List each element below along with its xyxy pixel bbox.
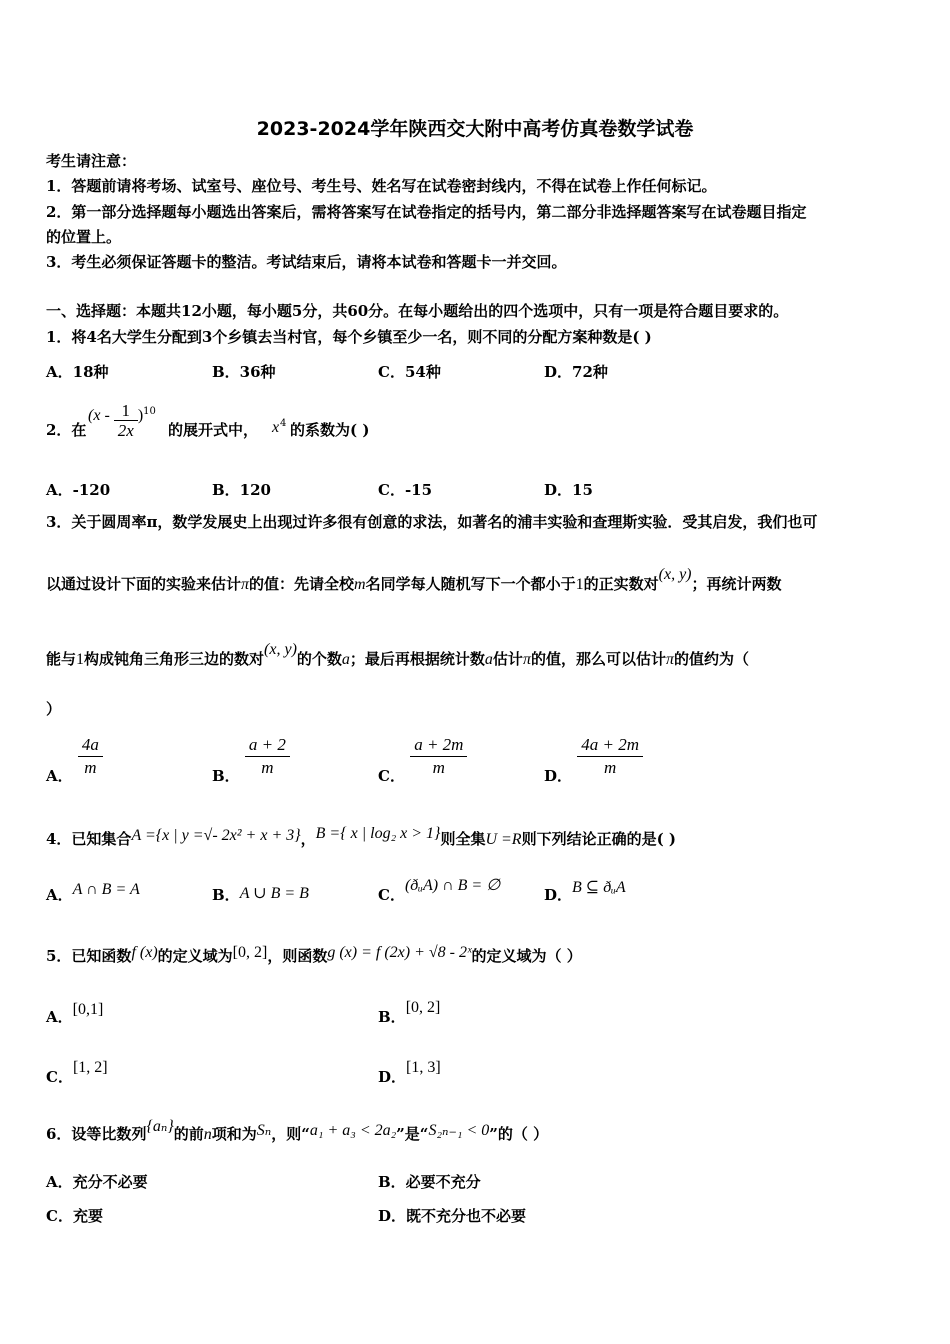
q5-prefix: 5．已知函数 bbox=[46, 947, 132, 965]
q1-option-b[interactable]: B．36种 bbox=[212, 363, 276, 381]
q3-option-d[interactable] bbox=[544, 734, 643, 785]
q2-expression: (x - $\frac{1}{2x}$ )$^{10}$ bbox=[88, 401, 156, 440]
q2-option-b[interactable]: B．120 bbox=[212, 481, 271, 499]
q5-d-label: D． bbox=[378, 1068, 407, 1086]
q3-d-num: 4a + 2m bbox=[581, 735, 639, 754]
q6-mid4: ”是“ bbox=[396, 1125, 429, 1143]
q3-d-label: D． bbox=[544, 766, 573, 785]
question-3-line-4: ） bbox=[46, 700, 62, 718]
q3-c-den: m bbox=[410, 756, 467, 779]
q1-option-a[interactable]: A．18种 bbox=[46, 363, 109, 381]
q3-option-c[interactable] bbox=[378, 734, 467, 785]
q3-a: a bbox=[341, 651, 350, 668]
q6-mid3: ，则“ bbox=[271, 1125, 310, 1143]
q2-frac-den: 2x bbox=[114, 420, 138, 441]
q5-f: f (x) bbox=[131, 944, 158, 961]
q5-b-expr: [0, 2] bbox=[405, 999, 441, 1016]
q2-term-power: 4 bbox=[280, 418, 287, 429]
q3-l2-a: 以通过设计下面的实验来估计 bbox=[46, 575, 242, 593]
q3-b-den: m bbox=[245, 756, 290, 779]
question-6-stem bbox=[46, 1118, 549, 1145]
q6-seq: {aₙ} bbox=[146, 1118, 174, 1135]
q5-option-d[interactable] bbox=[378, 1059, 441, 1087]
q5-suffix: 的定义域为（ ） bbox=[471, 947, 582, 965]
q3-l3-c: 的个数 bbox=[296, 650, 342, 668]
q2-suffix: 的系数为( ) bbox=[290, 421, 370, 439]
q3-b-label: B． bbox=[212, 766, 240, 785]
q5-a-expr: [0,1] bbox=[72, 1001, 104, 1018]
q5-c-label: C． bbox=[46, 1068, 73, 1086]
q3-pi-2: π bbox=[522, 651, 531, 668]
q6-prefix: 6．设等比数列 bbox=[46, 1125, 147, 1143]
q2-minus: - bbox=[100, 407, 114, 424]
q2-prefix: 2．在 bbox=[46, 421, 87, 439]
q3-l3-d: ；最后再根据统计数 bbox=[349, 650, 485, 668]
q3-b-num: a + 2 bbox=[248, 735, 286, 754]
question-1-stem: 1．将4名大学生分配到3个乡镇去当村官，每个乡镇至少一名，则不同的分配方案种数是( ) bbox=[46, 328, 652, 346]
q3-pi-3: π bbox=[665, 651, 674, 668]
q3-l3-a: 能与 bbox=[46, 650, 77, 668]
q4-c-label: C． bbox=[378, 886, 405, 904]
q3-option-a[interactable] bbox=[46, 734, 103, 785]
q3-one: 1 bbox=[575, 576, 584, 593]
q3-l2-d: 的正实数对 bbox=[583, 575, 659, 593]
q3-a-num: 4a bbox=[81, 735, 99, 754]
q6-option-d[interactable]: D．既不充分也不必要 bbox=[378, 1207, 527, 1225]
q2-option-c[interactable]: C．-15 bbox=[378, 481, 433, 499]
q2-term: x bbox=[272, 419, 280, 436]
page-title: 2023-2024学年陕西交大附中高考仿真卷数学试卷 bbox=[256, 118, 694, 140]
q4-a-label: A． bbox=[46, 886, 73, 904]
notice-item-2: 2．第一部分选择题每小题选出答案后，需将答案写在试卷指定的括号内，第二部分非选择题答案写在试卷题目指定 bbox=[46, 203, 807, 221]
q4-d-expr: B ⊆ ðᵤA bbox=[572, 879, 626, 896]
q3-d-den: m bbox=[577, 756, 643, 779]
q4-universal: U =R bbox=[485, 831, 522, 848]
q1-option-c[interactable]: C．54种 bbox=[378, 363, 441, 381]
q1-option-d[interactable]: D．72种 bbox=[544, 363, 608, 381]
q3-a-label: A． bbox=[46, 766, 73, 785]
q4-prefix: 4．已知集合 bbox=[46, 830, 132, 848]
q5-d-expr: [1, 3] bbox=[406, 1059, 441, 1076]
q2-frac-num: 1 bbox=[121, 401, 131, 420]
q6-option-a[interactable]: A．充分不必要 bbox=[46, 1173, 148, 1191]
section-heading: 一、选择题：本题共12小题，每小题5分，共60分。在每小题给出的四个选项中，只有一项是符合题目要求的。 bbox=[46, 302, 789, 320]
q6-s: Sₙ bbox=[256, 1122, 272, 1139]
q2-mid: 的展开式中， bbox=[168, 421, 259, 439]
q4-d-label: D． bbox=[544, 886, 573, 904]
q5-option-b[interactable] bbox=[378, 999, 441, 1027]
q5-a-label: A． bbox=[46, 1008, 73, 1026]
q4-b-expr: A ∪ B = B bbox=[239, 885, 309, 902]
q5-option-a[interactable] bbox=[46, 1001, 104, 1027]
question-4-stem bbox=[46, 825, 676, 850]
q3-l3-e: 估计 bbox=[492, 650, 523, 668]
q5-c-expr: [1, 2] bbox=[72, 1059, 108, 1076]
q3-one-2: 1 bbox=[76, 651, 85, 668]
q5-b-label: B． bbox=[378, 1008, 406, 1026]
q5-mid2: ，则函数 bbox=[267, 947, 328, 965]
q5-domain: [0, 2] bbox=[232, 944, 268, 961]
q6-option-c[interactable]: C．充要 bbox=[46, 1207, 103, 1225]
q4-set-b: B ={ x | log₂ x > 1} bbox=[315, 825, 441, 842]
q3-l3-f: 的值，那么可以估计 bbox=[530, 650, 666, 668]
q4-comma: ， bbox=[300, 830, 316, 848]
q3-a-2: a bbox=[484, 651, 493, 668]
q4-option-a[interactable] bbox=[46, 881, 140, 905]
q4-option-b[interactable] bbox=[212, 884, 309, 905]
q3-option-b[interactable] bbox=[212, 734, 290, 785]
q6-mid2: 项和为 bbox=[211, 1125, 257, 1143]
q5-option-c[interactable] bbox=[46, 1059, 108, 1087]
q5-g: g (x) = f (2x) + √8 - 2ˣ bbox=[327, 944, 472, 961]
q6-n: n bbox=[203, 1126, 212, 1143]
notice-item-3: 3．考生必须保证答题卡的整洁。考试结束后，请将本试卷和答题卡一并交回。 bbox=[46, 253, 567, 271]
q3-a-den: m bbox=[78, 756, 103, 779]
q4-suffix: 则下列结论正确的是( ) bbox=[521, 830, 676, 848]
q6-option-b[interactable]: B．必要不充分 bbox=[378, 1173, 481, 1191]
q2-option-d[interactable]: D．15 bbox=[544, 481, 593, 499]
question-3-line-1: 3．关于圆周率π，数学发展史上出现过许多很有创意的求法，如著名的浦丰实验和查理斯实验．受其启发，我们也可 bbox=[46, 513, 818, 531]
question-5-stem bbox=[46, 946, 582, 967]
q4-a-expr: A ∩ B = A bbox=[72, 881, 140, 898]
q2-option-a[interactable]: A．-120 bbox=[46, 481, 111, 499]
q6-suffix: ”的（ ） bbox=[489, 1125, 549, 1143]
question-3-line-2 bbox=[46, 566, 782, 595]
q3-pi: π bbox=[241, 576, 250, 593]
notice-item-1: 1．答题前请将考场、试室号、座位号、考生号、姓名写在试卷密封线内，不得在试卷上作任何标记。 bbox=[46, 177, 717, 195]
q3-pair: (x, y) bbox=[658, 566, 692, 583]
q3-l3-g: 的值约为（ bbox=[673, 650, 749, 668]
q5-mid1: 的定义域为 bbox=[157, 947, 233, 965]
q3-pair-2: (x, y) bbox=[264, 641, 297, 658]
q3-m: m bbox=[354, 576, 366, 593]
q3-c-label: C． bbox=[378, 766, 405, 785]
notice-item-2-cont: 的位置上。 bbox=[46, 228, 122, 246]
q3-l2-c: 名同学每人随机写下一个都小于 bbox=[365, 575, 576, 593]
question-3-line-3 bbox=[46, 641, 749, 670]
notice-heading: 考生请注意： bbox=[46, 152, 137, 170]
q6-cond2: S₂ₙ₋₁ < 0 bbox=[428, 1122, 490, 1139]
q2-power: 10 bbox=[143, 406, 156, 417]
q3-c-num: a + 2m bbox=[414, 735, 464, 754]
q4-b-label: B． bbox=[212, 886, 240, 904]
q2-x: x bbox=[93, 407, 101, 424]
q6-cond1: a₁ + a₃ < 2a₂ bbox=[309, 1122, 397, 1139]
q4-mid: 则全集 bbox=[440, 830, 486, 848]
q4-set-a: A ={x | y =√- 2x² + x + 3} bbox=[131, 827, 301, 844]
q4-c-expr: (ðᵤA) ∩ B = ∅ bbox=[404, 877, 501, 894]
q3-l2-b: 的值：先请全校 bbox=[249, 575, 355, 593]
q3-l2-e: ；再统计两数 bbox=[691, 575, 782, 593]
q4-option-d[interactable] bbox=[544, 879, 626, 905]
q6-mid1: 的前 bbox=[173, 1125, 204, 1143]
q4-option-c[interactable] bbox=[378, 877, 501, 905]
q3-l3-b: 构成钝角三角形三边的数对 bbox=[84, 650, 265, 668]
